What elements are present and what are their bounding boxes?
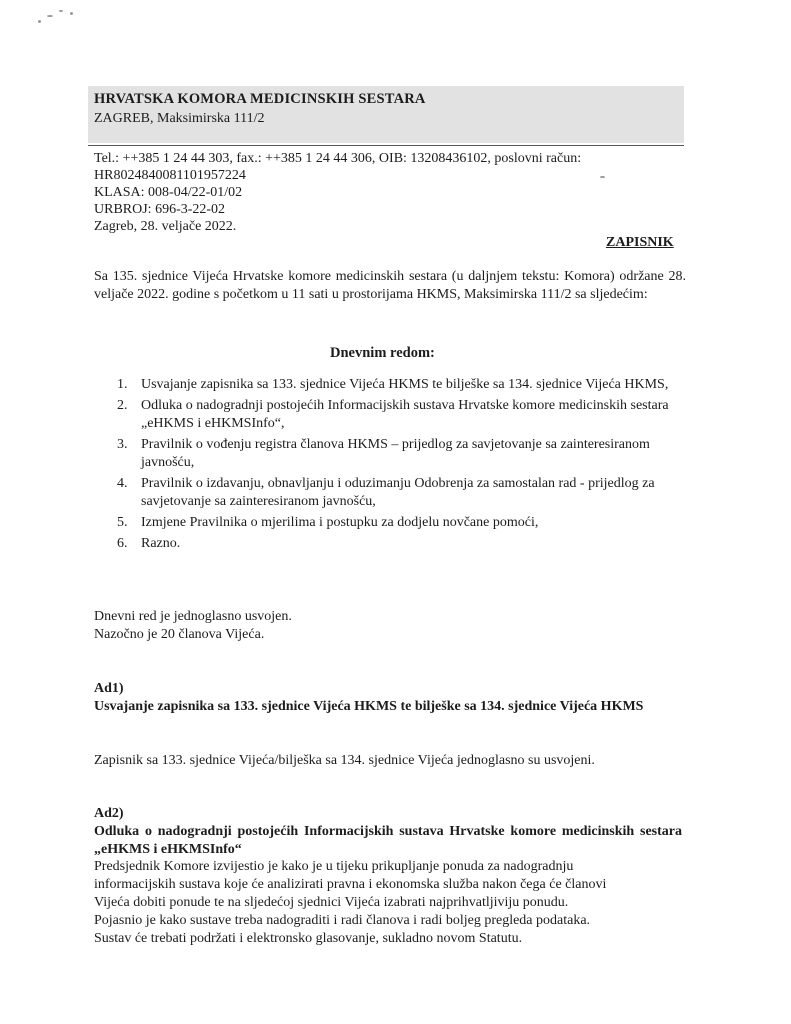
agenda-item xyxy=(117,376,692,394)
scan-speck xyxy=(59,10,63,12)
agenda-item-text: Pravilnik o vođenju registra članova HKMS – prijedlog za savjetovanje sa zainteresiranom javnošću, xyxy=(141,437,650,470)
agenda-item-number: 5. xyxy=(117,515,128,530)
agenda-item-text: Pravilnik o izdavanju, obnavljanju i oduzimanju Odobrenja za samostalan rad - prijedlog za savjetovanje sa zainteresiranom javnošću, xyxy=(141,476,655,509)
attendance-note: Nazočno je 20 članova Vijeća. xyxy=(94,627,265,642)
agenda-heading: Dnevnim redom: xyxy=(330,345,435,361)
agenda-item-text: Izmjene Pravilnika o mjerilima i postupku za dodjelu novčane pomoći, xyxy=(141,515,539,530)
agenda-item-number: 3. xyxy=(117,437,128,452)
section-body-line: Predsjednik Komore izvijestio je kako je u tijeku prikupljanje ponuda za nadogradnju xyxy=(94,859,574,874)
document-title: ZAPISNIK xyxy=(606,235,674,250)
agenda-item xyxy=(117,397,692,433)
document-date: Zagreb, 28. veljače 2022. xyxy=(94,219,237,234)
section-body-line: Vijeća dobiti ponude te na sljedećoj sjednici Vijeća izabrati najprihvatljiviju ponudu. xyxy=(94,895,569,910)
klasa: KLASA: 008-04/22-01/02 xyxy=(94,185,243,200)
organization-address: ZAGREB, Maksimirska 111/2 xyxy=(94,111,265,126)
scan-speck xyxy=(70,12,73,15)
agenda-item xyxy=(117,436,692,472)
contact-line: Tel.: ++385 1 24 44 303, fax.: ++385 1 24 44 306, OIB: 13208436102, poslovni račun: xyxy=(94,151,582,166)
section-body: Zapisnik sa 133. sjednice Vijeća/bilješka sa 134. sjednice Vijeća jednoglasno su usvojeni. xyxy=(94,753,595,768)
agenda-item xyxy=(117,535,692,553)
agenda-item-text: Odluka o nadogradnji postojećih Informacijskih sustava Hrvatske komore medicinskih sestara „eHKMS i eHKMSInfo“, xyxy=(141,398,669,431)
agenda-adopted-note: Dnevni red je jednoglasno usvojen. xyxy=(94,609,292,624)
section-label: Ad1) xyxy=(94,681,124,696)
organization-name: HRVATSKA KOMORA MEDICINSKIH SESTARA xyxy=(94,91,426,107)
section-title: Odluka o nadogradnji postojećih Informacijskih sustava Hrvatske komore medicinskih sestara „eHKMS i eHKMSInfo“ xyxy=(94,824,682,857)
agenda-item-number: 2. xyxy=(117,398,128,413)
bank-account: HR8024840081101957224 xyxy=(94,168,246,183)
agenda-item-number: 6. xyxy=(117,536,128,551)
letterhead-divider xyxy=(88,145,684,146)
agenda-list xyxy=(117,376,692,556)
agenda-item-number: 1. xyxy=(117,377,128,392)
intro-paragraph: Sa 135. sjednice Vijeća Hrvatske komore medicinskih sestara (u daljnjem tekstu: Komora) održane 28. veljače 2022. godine s početkom u 11 sati u prostorijama HKMS, Maksimirska 111/2 sa sljedećim: xyxy=(94,269,686,302)
urbroj: URBROJ: 696-3-22-02 xyxy=(94,202,226,217)
section-body-line: Pojasnio je kako sustave treba nadograditi i radi članova i radi boljeg pregleda podataka. xyxy=(94,913,591,928)
agenda-item-text: Usvajanje zapisnika sa 133. sjednice Vijeća HKMS te bilješke sa 134. sjednice Vijeća HKMS, xyxy=(141,377,669,392)
section-body-line: Sustav će trebati podržati i elektronsko glasovanje, sukladno novom Statutu. xyxy=(94,931,523,946)
agenda-item-number: 4. xyxy=(117,476,128,491)
agenda-item xyxy=(117,514,692,532)
section-label: Ad2) xyxy=(94,806,124,821)
scan-speck xyxy=(47,15,53,17)
section-body-line: informacijskih sustava koje će analizirati pravna i ekonomska služba nakon čega će članovi xyxy=(94,877,607,892)
section-title: Usvajanje zapisnika sa 133. sjednice Vijeća HKMS te bilješke sa 134. sjednice Vijeća HKMS xyxy=(94,699,644,714)
agenda-item-text: Razno. xyxy=(141,536,181,551)
scan-speck xyxy=(600,176,605,178)
scan-speck xyxy=(38,20,41,23)
agenda-item xyxy=(117,475,692,511)
